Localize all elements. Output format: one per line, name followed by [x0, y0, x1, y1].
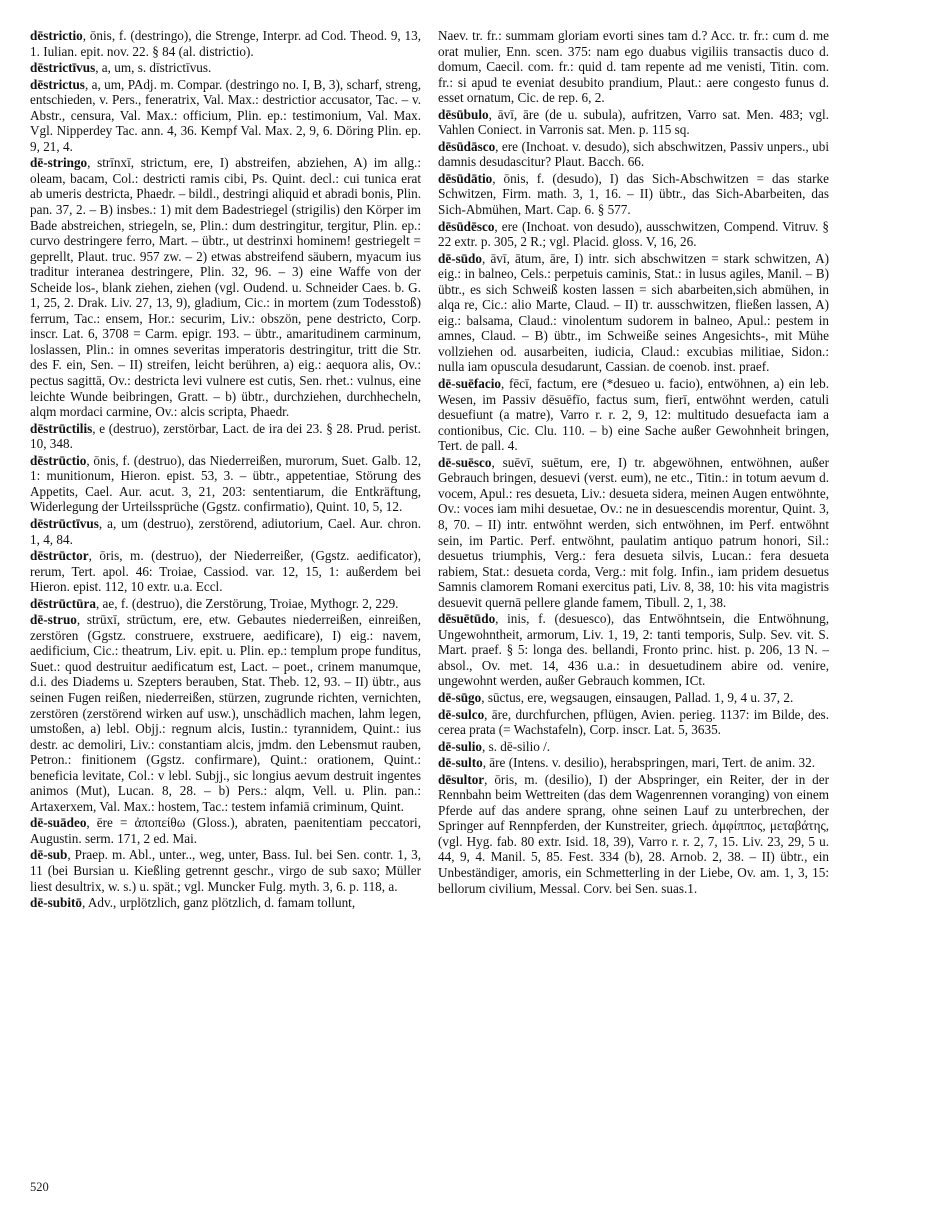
entry-text: , Praep. m. Abl., unter.., weg, unter, Bass. Iul. bei Sen. contr. 1, 3, 11 (bei Bursian u. Kießling getrennt geschr., virgo de sub saxo; Müller liest desultrix, w. s.) u. spät.; vgl. Muncker Fulg. myth. 3, 6. p. 118, a.	[30, 847, 421, 894]
dictionary-entry	[438, 611, 829, 689]
entry-text: , ae, f. (destruo), die Zerstörung, Troiae, Mythogr. 2, 229.	[95, 595, 399, 611]
entry-headword: dē-suādeo	[30, 815, 87, 831]
entry-text: , ere (Inchoat. v. desudo), sich abschwitzen, Passiv unpers., ubi damnis desudascitur? Plaut. Bacch. 66.	[438, 138, 829, 170]
entry-headword: dēstrūctīvus	[30, 515, 99, 531]
entry-text: , ōnis, f. (destringo), die Strenge, Interpr. ad Cod. Theod. 9, 13, 1. Iulian. epit. nov. 22. § 84 (al. districtio).	[30, 28, 421, 59]
entry-text: , inis, f. (desuesco), das Entwöhntsein, die Entwöhnung, Ungewohntheit, armorum, Liv. 1, 19, 2: tanti temporis, Sulp. Sev. vit. S. Mart. praef. § 5: longa des. bellandi, Fronto princ. hist. p. 206, 13 N. – absol., Ov. met. 14, 436 u.a.: in desuetudinem abire od. venire, ungewohnt werden, außer Gebrauch kommen, ICt.	[438, 611, 829, 689]
entry-headword: dē-suēfacio	[438, 376, 501, 392]
entry-headword: dēstrictus	[30, 76, 85, 92]
dictionary-entry	[30, 847, 421, 894]
entry-text: , strīnxī, strictum, ere, I) abstreifen, abziehen, A) im allg.: oleam, bacam, Col.: destricti ramis cibi, Ps. Quint. decl.: cui tunica erat ab umeris destricta, Phaedr. – bildl., destringi aliquid et abradi bonis, Plin. pan. 37, 2. – B) insbes.: 1) mit dem Badestriegel (strigilis) den Körper im Bade abstreichen, striegeln, se, Plin.: dum destringitur, tergitur, Plin. ep.: curvo destringere ferro, Mart. – übtr., ut destrinxi hominem! gestriegelt = geprellt, Plaut. truc. 957 zw. – 2) etwas abstreifend säubern, myacum ius traditur interanea destringere, Plin. 32, 96. – 3) eine Waffe von der Scheide los-, blank ziehen, ziehen (vgl. Oudend. u. Schneider Caes. b. G. 1, 25, 2. Drak. Liv. 27, 13, 9), gladium, Cic.: in mortem (zum Todesstoß) ferrum, Tac.: ensem, Hor.: securim, Liv.: obszön, pene destricto, Corp. inscr. Lat. 6, 3708 = Carm. epigr. 193. – übtr., amaritudinem carminum, loslassen, Plin.: in omnes severitas imperatoris destringitur, tritt die Str. des F. ein, Sen. – II) streifen, leicht berühren, a) eig.: aequora alis, Ov.: pectus sagittā, Ov.: destricta levi vulnere est cutis, Sen. rhet.: vulnus, eine leichte Wunde beibringen, Gratt. – b) übtr., durchziehen, durchhecheln, alqm mordaci carmine, Ov.: alcis scripta, Phaedr.	[30, 155, 421, 420]
entry-headword: dēstrūctio	[30, 452, 87, 468]
entry-text: , e (destruo), zerstörbar, Lact. de ira dei 23. § 28. Prud. perist. 10, 348.	[30, 420, 421, 452]
entry-text: , suēvī, suētum, ere, I) tr. abgewöhnen, entwöhnen, außer Gebrauch bringen, desuevi (verst. eum), ne etc., Titin.: in totum aevum d. vocem, Apul.: res desueta, Liv.: desueta sidera, meinen Augen entwöhnte, Ov.: voces iam mihi desuetae, Ov.: ne in desuescendis morentur, Quint. 3, 8, 70. – II) intr. entwöhnt werden, sich entwöhnen, im Perf. entwöhnt sein, im Partic. Perf. entwöhnt, paulatim antiquo patrum honori, Sil.: desuetus triumphis, Verg.: fera desueta silvis, Lucan.: fera desueta rabiem, Stat.: desueta corda, Verg.: mit folg. Infin., iam pridem desuetus Samnis clamorem Romani exercitus pati, Liv. 8, 38, 10: his vita magistris desuevit quernā pellere glande famem, Tibull. 2, 1, 38.	[438, 454, 829, 610]
entry-text: , ōris, m. (desilio), I) der Abspringer, ein Reiter, der in der Rennbahn beim Wettreiten (das dem Wagenrennen voranging) von einem Pferde auf das andere sprang, ohne seinen Lauf zu unterbrechen, der Springer auf Rennpferden, der Kunstreiter, griech. ἀμφίππος, μεταβάτης, (vgl. Hyg. fab. 80 extr. Isid. 18, 39), Varro r. r. 2, 7, 15. Liv. 23, 29, 5 u. 44, 9, 4. Manil. 5, 85. Fest. 334 (b), 28. Arnob. 2, 38. – II) übtr., ein Unbeständiger, amoris, ein Schmetterling in der Liebe, Ov. am. 1, 3, 15: bellorum civilium, Messal. Corv. bei Sen. suas.1.	[438, 771, 829, 896]
entry-headword: dēsūbulo	[438, 106, 489, 122]
entry-headword: dēsūdāsco	[438, 138, 496, 154]
entry-text: , āvī, ātum, āre, I) intr. sich abschwitzen = stark schwitzen, A) eig.: in balneo, Cels.: perpetuis caminis, Stat.: in lusus agiles, Manil. – B) übtr., es sich Schweiß kosten lassen = sich abarbeiten,sich abmühen, in alqa re, Cic.: alio Marte, Claud. – II) tr. ausschwitzen, fließen lassen, A) eig.: balsama, Claud.: vinolentum sudorem in balneo, Apul.: pestem in amnes, Claud. – B) übtr., im Schweiße seines Angesichts-, mit Mühe vollziehen od. ausarbeiten, iudicia, Claud.: excubias militiae, Sidon.: nulla iam opuscula desudarunt, Cassian. de coenob. inst. praef.	[438, 250, 829, 375]
entry-headword: dēsuētūdo	[438, 611, 496, 627]
entry-headword: dēsūdēsco	[438, 218, 495, 234]
dictionary-entry	[30, 421, 421, 452]
dictionary-entry	[30, 895, 421, 911]
dictionary-entry	[30, 612, 421, 814]
entry-headword: dēstrūctilis	[30, 420, 93, 436]
page-number: 520	[30, 1180, 49, 1194]
entry-text: , a, um, s. dīstrictīvus.	[95, 60, 212, 76]
dictionary-entry	[438, 139, 829, 170]
dictionary-entry	[438, 28, 829, 106]
dictionary-entry	[438, 739, 829, 755]
dictionary-entry	[438, 251, 829, 375]
dictionary-entry	[438, 219, 829, 250]
entry-text: , s. dē-silio /.	[481, 738, 551, 754]
entry-text: , fēcī, factum, ere (*desueo u. facio), entwöhnen, a) ein leb. Wesen, im Passiv dēsuēfīo, factus sum, fierī, entwöhnt werden, catuli desuefiunt (a matre), Varro r. r. 2, 9, 12: multitudo desuefacta iam a contionibus, Cic. Clu. 110. – b) eine Sache außer Gewohnheit bringen, Tert. de pall. 4.	[438, 376, 829, 454]
entry-headword: dē-struo	[30, 612, 77, 628]
dictionary-entry	[438, 690, 829, 706]
entry-text: , ōnis, f. (destruo), das Niederreißen, murorum, Suet. Galb. 12, 1: munitionum, Hieron. epist. 53, 3. – übtr., appetentiae, Störung des Appetits, Cael. Aur. acut. 3, 21, 203: sententiarum, die Entkräftung, Widerlegung der Urteilssprüche (Ggstz. confirmatio), Quint. 10, 5, 12.	[30, 452, 421, 515]
dictionary-entry	[438, 772, 829, 896]
entry-headword: dē-suēsco	[438, 454, 492, 470]
dictionary-entry	[30, 815, 421, 846]
entry-headword: dē-stringo	[30, 155, 88, 171]
entry-text: , ōris, m. (destruo), der Niederreißer, (Ggstz. aedificator), rerum, Tert. apol. 46: Troiae, Cassiod. var. 12, 15, 1: außerdem bei Hieron. epist. 112, 10 extr. u.a. Eccl.	[30, 548, 421, 595]
dictionary-entry	[438, 376, 829, 454]
dictionary-entry	[30, 28, 421, 59]
entry-headword: dē-sūgo	[438, 689, 482, 705]
dictionary-entry	[438, 107, 829, 138]
dictionary-entry	[30, 453, 421, 515]
entry-headword: dē-sulio	[438, 738, 482, 754]
entry-text: , āre, durchfurchen, pflügen, Avien. perieg. 1137: im Bilde, des. cerea prata (= Wachstafeln), Corp. inscr. Lat. 5, 3635.	[438, 706, 829, 738]
entry-text: , āre (Intens. v. desilio), herabspringen, mari, Tert. de anim. 32.	[482, 755, 816, 771]
dictionary-entry	[30, 548, 421, 595]
entry-headword: dē-sub	[30, 847, 68, 863]
dictionary-entry	[30, 155, 421, 419]
dictionary-entry	[438, 755, 829, 771]
entry-headword: dē-sūdo	[438, 250, 482, 266]
entry-text: , āvī, āre (de u. subula), aufritzen, Varro sat. Men. 483; vgl. Vahlen Coniect. in Varronis sat. Men. p. 115 sq.	[438, 106, 829, 138]
entry-text: , strūxī, strūctum, ere, etw. Gebautes niederreißen, einreißen, zerstören (Ggstz. construere, exstruere, aedificare), I) eig.: navem, aedificium, Cic.: theatrum, Liv. epit. u. Plin. ep.: templum prope funditus, Suet.: quod destruitur aedificatum est, Lact. – poet., crinem manumque, d.i. des Diadems u. Szepters berauben, Stat. Theb. 12, 93. – II) übtr., aus seinen Fugen reißen, niederreißen, stürzen, zugrunde richten, vernichten, zerstören (zerstörend wirken auf usw.), unschädlich machen, lahm legen, umstoßen, a) lebl. Objj.: regnum alcis, Iustin.: tyrannidem, Quint.: ius destr. ac demoliri, Liv.: constantiam alcis, jmdm. den Lebensmut rauben, Petron.: finitionem (Ggstz. confirmare), Quint.: orationem, Quint.: beneficia levitate, Col.: v lebl. Subjj., sic longius aevum destruit ingentes animos (Mut), Lucan. 8, 28. – b) Pers.: alqm, Vell. u. Plin. pan.: Artaxerxem, Val. Max.: hostem, Tac.: testem infamiā criminum, Quint.	[30, 612, 421, 814]
entry-text: Naev. tr. fr.: summam gloriam evorti sines tam d.? Acc. tr. fr.: cum d. me orat mulier, Enn. scen. 375: nam ego duabus vigiliis transactis duco d. domum, Caecil. com. fr.: quid d. tam repente ad me venisti, Titin. com. fr.: si apud te eveniat desubito prandium, Plaut.: aere congesto funus d. esset ornatum, Cic. de rep. 6, 2.	[438, 28, 829, 106]
entry-text: , ere (Inchoat. von desudo), ausschwitzen, Compend. Vitruv. § 22 extr. p. 305, 2 R.; vgl. Placid. gloss. V, 16, 26.	[438, 218, 829, 250]
entry-text: , Adv., urplötzlich, ganz plötzlich, d. famam tollunt,	[82, 895, 356, 911]
dictionary-entry	[30, 516, 421, 547]
dictionary-entry	[438, 455, 829, 610]
entry-headword: dēsultor	[438, 771, 485, 787]
dictionary-page	[30, 28, 910, 1178]
entry-text: , a, um, PAdj. m. Compar. (destringo no. I, B, 3), scharf, streng, entschieden, v. Pers., feneratrix, Val. Max.: destrictior accusator, Tac. – v. Abstr., censura, Val. Max.: officium, Plin. ep.: testimonium, Val. Max. Vgl. Nipperdey Tac. ann. 4, 36. Kempf Val. Max. 2, 9, 6. Döring Plin. ep. 9, 21, 4.	[30, 76, 421, 154]
dictionary-entry	[30, 596, 421, 612]
entry-text: , a, um (destruo), zerstörend, adiutorium, Cael. Aur. chron. 1, 4, 84.	[30, 515, 421, 547]
entry-text: , ēre = ἀποπείθω (Gloss.), abraten, paenitentiam peccatori, Augustin. serm. 171, 2 ed. Mai.	[30, 815, 421, 846]
dictionary-entry	[30, 77, 421, 155]
entry-headword: dē-subitō	[30, 895, 83, 911]
dictionary-entry	[438, 171, 829, 218]
entry-headword: dē-sulco	[438, 706, 485, 722]
dictionary-entry	[30, 60, 421, 76]
entry-text: , ōnis, f. (desudo), I) das Sich-Abschwitzen = das starke Schwitzen, Firm. math. 3, 1, 16. – II) übtr., das Sich-Abarbeiten, das Sich-Abmühen, Mart. Cap. 6. § 577.	[438, 170, 829, 218]
entry-text: , sūctus, ere, wegsaugen, einsaugen, Pallad. 1, 9, 4 u. 37, 2.	[481, 689, 794, 705]
dictionary-entry	[438, 707, 829, 738]
entry-headword: dēstrūctūra	[30, 595, 96, 611]
entry-headword: dēsūdātio	[438, 170, 493, 186]
entry-headword: dēstrictīvus	[30, 60, 96, 76]
left-column	[30, 28, 421, 1178]
right-column	[438, 28, 829, 1178]
entry-headword: dēstrūctor	[30, 548, 89, 564]
entry-headword: dē-sulto	[438, 755, 483, 771]
entry-headword: dēstrictio	[30, 28, 83, 43]
